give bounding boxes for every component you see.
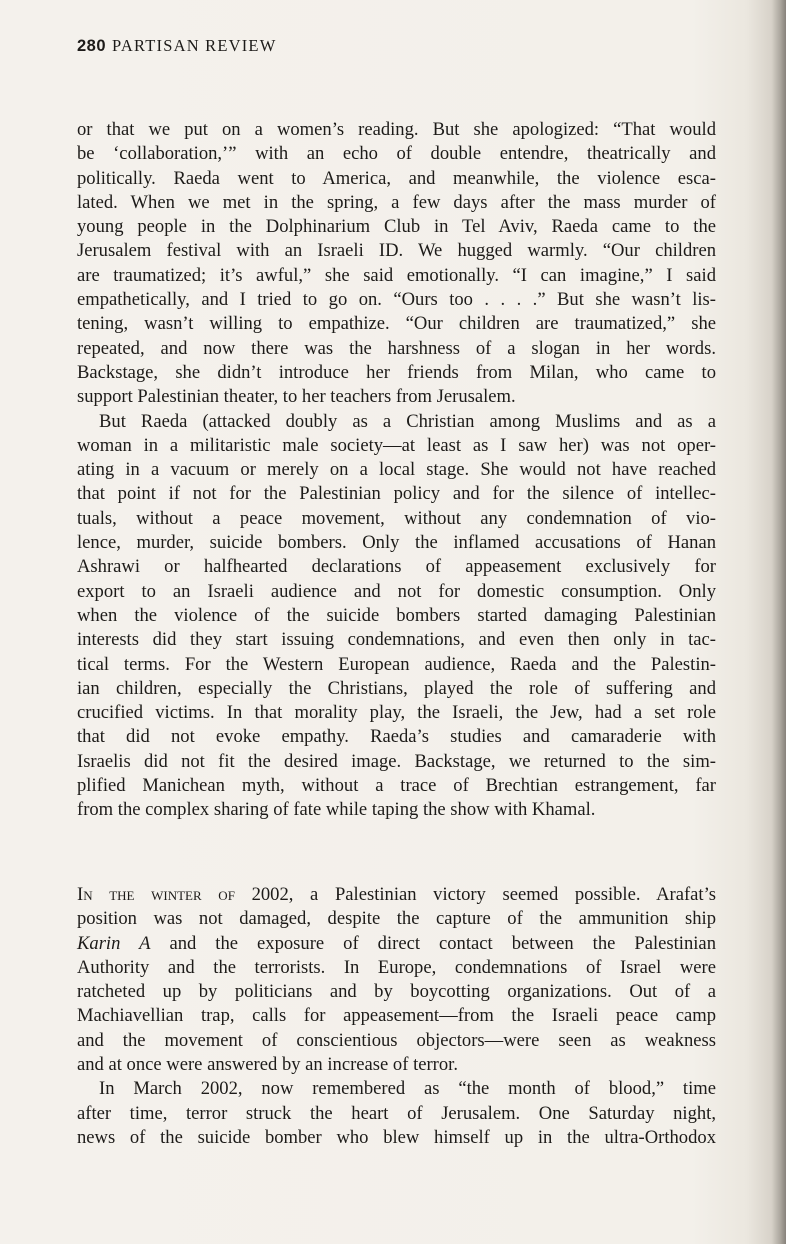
text-line: export to an Israeli audience and not for domestic consumption. Only [77,580,716,602]
line-text: , now remembered as “the month of blood,” time [237,1078,716,1100]
text-line: tical terms. For the Western European audience, Raeda and the Palestin- [77,653,716,675]
text-line: when the violence of the suicide bombers started damaging Palestinian [77,604,716,626]
text-line: woman in a militaristic male society—at least as I saw her) was not oper- [77,434,716,456]
text-line: plified Manichean myth, without a trace of Brechtian estrangement, far [77,775,716,797]
text-line: Jerusalem festival with an Israeli ID. We hugged warmly. “Our children [77,240,716,262]
paragraph-1 [77,118,716,410]
text-line [77,1077,716,1101]
section-1 [77,118,716,823]
year: 2002 [251,884,289,905]
text-line [77,883,716,907]
text-line: interests did they start issuing condemnations, and even then only in tac- [77,629,716,651]
text-line: tening, wasn’t willing to empathize. “Our children are traumatized,” she [77,313,716,335]
running-head [77,36,276,56]
text-line: support Palestinian theater, to her teachers from Jerusalem. [77,386,516,408]
text-line: crucified victims. In that morality play, the Israeli, the Jew, had a set role [77,702,716,724]
text-line: or that we put on a women’s reading. But she apologized: “That would [77,119,716,140]
line-text: and the exposure of direct contact between the Palestinian [150,932,716,954]
line-text: , a Palestinian victory seemed possible. Arafat’s [288,884,716,905]
text-line: after time, terror struck the heart of Jerusalem. One Saturday night, [77,1102,716,1124]
text-line: Backstage, she didn’t introduce her friends from Milan, who came to [77,361,716,383]
line-text: In March [99,1078,201,1100]
text-line: young people in the Dolphinarium Club in Tel Aviv, Raeda came to the [77,216,716,238]
text-line: lated. When we met in the spring, a few days after the mass murder of [77,191,716,213]
year: 2002 [200,1078,238,1100]
spine-shadow [772,0,786,1244]
text-line: repeated, and now there was the harshness of a slogan in her words. [77,337,716,359]
ship-name: Karin A [77,932,151,954]
paragraph-2 [77,410,716,823]
text-line: ian children, especially the Christians, played the role of suffering and [77,677,716,699]
text-line: that point if not for the Palestinian policy and for the silence of intellec- [77,483,716,505]
page-number: 280 [77,37,107,55]
text-line [77,932,716,956]
journal-title: PARTISAN REVIEW [112,36,277,55]
text-line: ratcheted up by politicians and by boycotting organizations. Out of a [77,981,716,1003]
paragraph-3 [77,883,716,1077]
text-line: But Raeda (attacked doubly as a Christian among Muslims and as a [99,410,716,432]
section-opening-smallcaps: In the winter of [77,884,235,905]
text-line: and at once were answered by an increase of terror. [77,1054,458,1076]
text-line: politically. Raeda went to America, and meanwhile, the violence esca- [77,167,716,189]
text-line: from the complex sharing of fate while taping the show with Khamal. [77,799,596,821]
text-line: Authority and the terrorists. In Europe, condemnations of Israel were [77,956,716,978]
text-line: Israelis did not fit the desired image. Backstage, we returned to the sim- [77,750,716,772]
text-line: and the movement of conscientious objectors—were seen as weakness [77,1029,716,1051]
section-2 [77,883,716,1150]
text-line: empathetically, and I tried to go on. “Ours too . . . .” But she wasn’t lis- [77,289,716,311]
text-line: Machiavellian trap, calls for appeasement—from the Israeli peace camp [77,1005,716,1027]
text-line: are traumatized; it’s awful,” she said emotionally. “I can imagine,” I said [77,264,716,286]
text-line: Ashrawi or halfhearted declarations of appeasement exclusively for [77,556,716,578]
text-line: lence, murder, suicide bombers. Only the inflamed accusations of Hanan [77,532,716,554]
text-line: be ‘collaboration,’” with an echo of double entendre, theatrically and [77,143,716,165]
text-line: ating in a vacuum or merely on a local stage. She would not have reached [77,459,716,481]
paragraph-4 [77,1077,716,1150]
text-line: position was not damaged, despite the capture of the ammunition ship [77,908,716,930]
text-line: that did not evoke empathy. Raeda’s studies and camaraderie with [77,726,716,748]
text-line: tuals, without a peace movement, without any condemnation of vio- [77,507,716,529]
text-line: news of the suicide bomber who blew himself up in the ultra-Orthodox [77,1126,716,1148]
